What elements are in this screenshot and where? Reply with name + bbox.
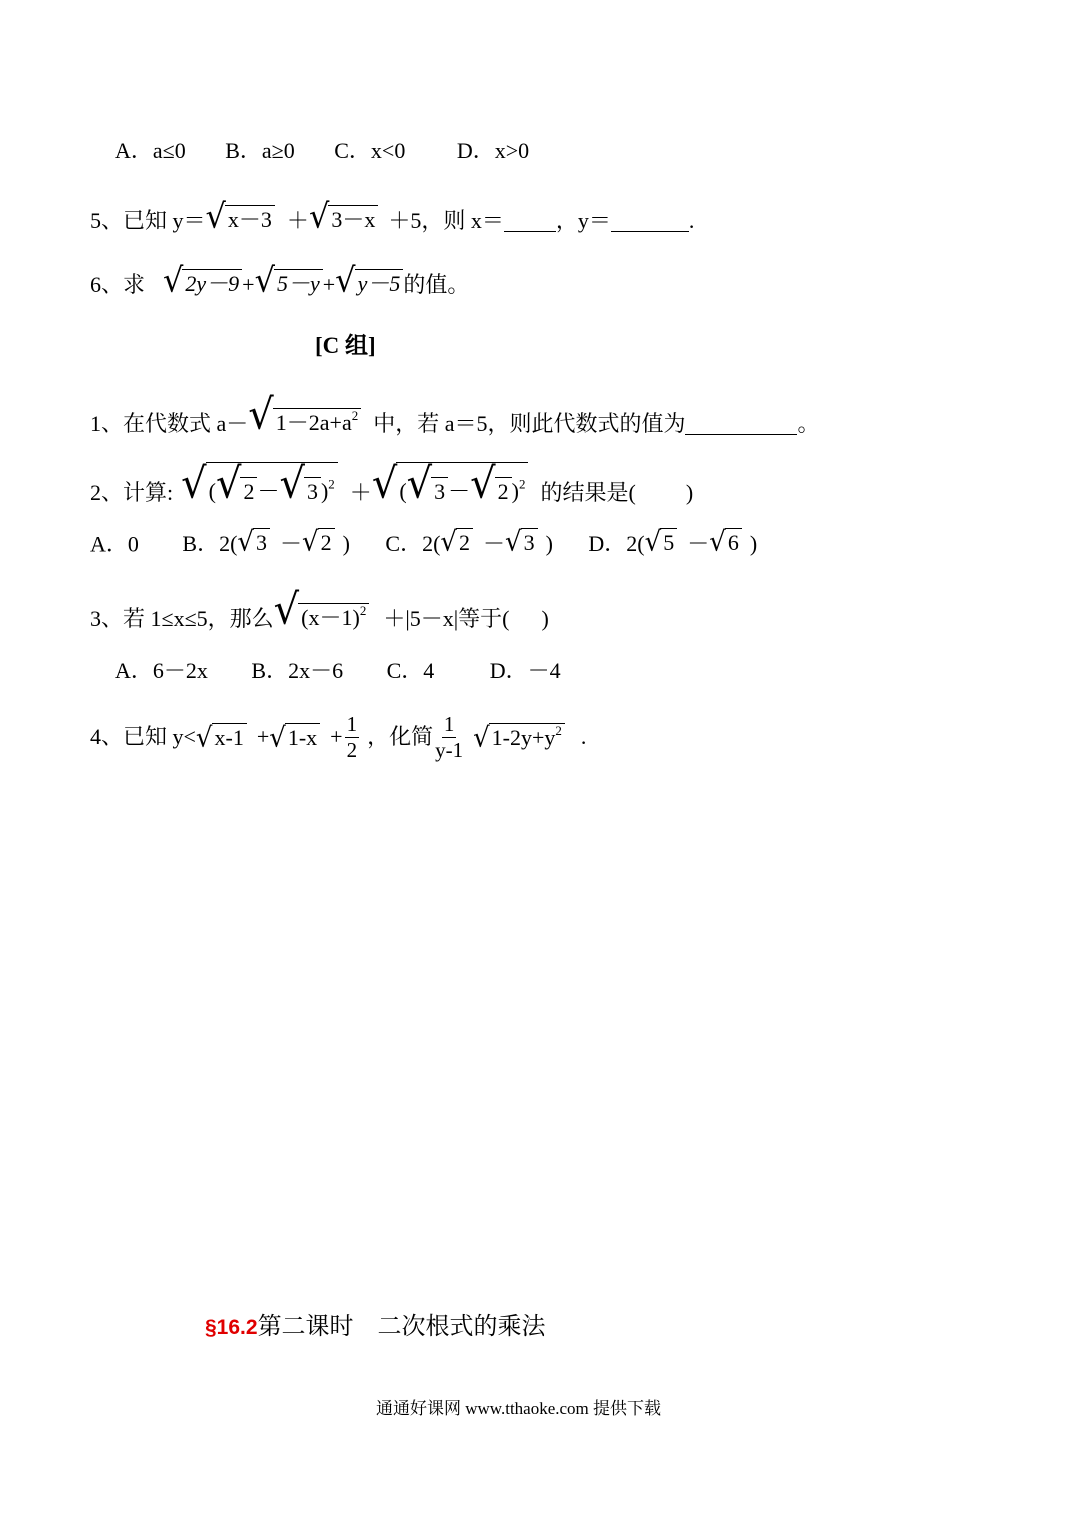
radical: √ $(x-1)^2$: [274, 590, 370, 630]
radical: √ 2y－9: [163, 264, 242, 296]
option-b: B．a≥0: [225, 138, 295, 163]
page-footer: 通通好课网 www.tthaoke.com 提供下载: [376, 1399, 662, 1418]
question-c3-options: [115, 660, 561, 682]
option-a: A．6－2x: [115, 658, 208, 683]
option-d: D．－4: [489, 658, 561, 683]
fraction-one-half: $\frac{1}{2}$: [346, 711, 358, 762]
section-heading-c: [C 组]: [315, 333, 376, 358]
question-c2-options: [90, 526, 758, 559]
answer-blank-x[interactable]: [504, 230, 556, 232]
option-c: C．2( √ 2 － √ 3 ): [385, 526, 553, 559]
question-b6: 6、求 √ 2y－9 + √ 5－y + √ y－5 的值。: [90, 260, 470, 300]
option-c: C．4: [386, 658, 435, 683]
question-c2: 2、计算: √ ( √ 2 － √ 3 )$^2$ ＋ √ ( √ 3 － √ 2 )$^2$ 的结果是( ): [90, 459, 694, 509]
question-b4-options: [115, 140, 529, 162]
radical: √ $1-2a+a^2$: [248, 395, 361, 435]
answer-blank-y[interactable]: [611, 230, 689, 232]
section-title: [205, 1306, 546, 1341]
option-d: D．x>0: [456, 138, 530, 163]
option-a: A．0: [90, 531, 139, 557]
option-d: D．2( √ 5 － √ 6 ): [588, 526, 758, 559]
radical: √ 1-x: [269, 723, 320, 750]
radical: √ 3－x: [309, 200, 378, 232]
option-b: B．2x－6: [251, 658, 344, 683]
radical: √ x-1: [196, 723, 247, 750]
radical: √ ( √ 2 － √ 3 )$^2$: [181, 462, 338, 504]
answer-blank[interactable]: [685, 433, 797, 435]
question-c4: 4、已知 y< √ x-1 + √ 1-x + $\frac{1}{2}$ ，化简 $\frac{1}{y-1}$ √ $1-2y+y^2$ .: [90, 711, 587, 762]
radical: √ ( √ 3 － √ 2 )$^2$: [372, 462, 529, 504]
question-c1: 1、在代数式 a－ √ $1-2a+a^2$ 中，若 a＝5，则此代数式的值为 。: [90, 390, 820, 440]
question-b5: 5、已知 y＝ √ x－3 ＋ √ 3－x ＋5，则 x＝ ，y＝ .: [90, 196, 695, 236]
section-title-text: 第二课时 二次根式的乘法: [257, 1314, 546, 1340]
option-a: A．a≤0: [115, 138, 186, 163]
radical: √ y－5: [335, 264, 403, 296]
question-c3: 3、若 1≤x≤5，那么 √ $(x-1)^2$ ＋|5－x|等于( ): [90, 585, 549, 635]
option-c: C．x<0: [334, 138, 406, 163]
radical: √ x－3: [206, 200, 275, 232]
option-b: B．2( √ 3 － √ 2 ): [182, 526, 350, 559]
radical: √ $1-2y+y^2$: [473, 723, 565, 750]
section-number: §16.2: [205, 1316, 258, 1339]
fraction-one-over-y-minus-one: $\frac{1}{y-1}$: [435, 711, 464, 762]
radical: √ 5－y: [255, 264, 323, 296]
